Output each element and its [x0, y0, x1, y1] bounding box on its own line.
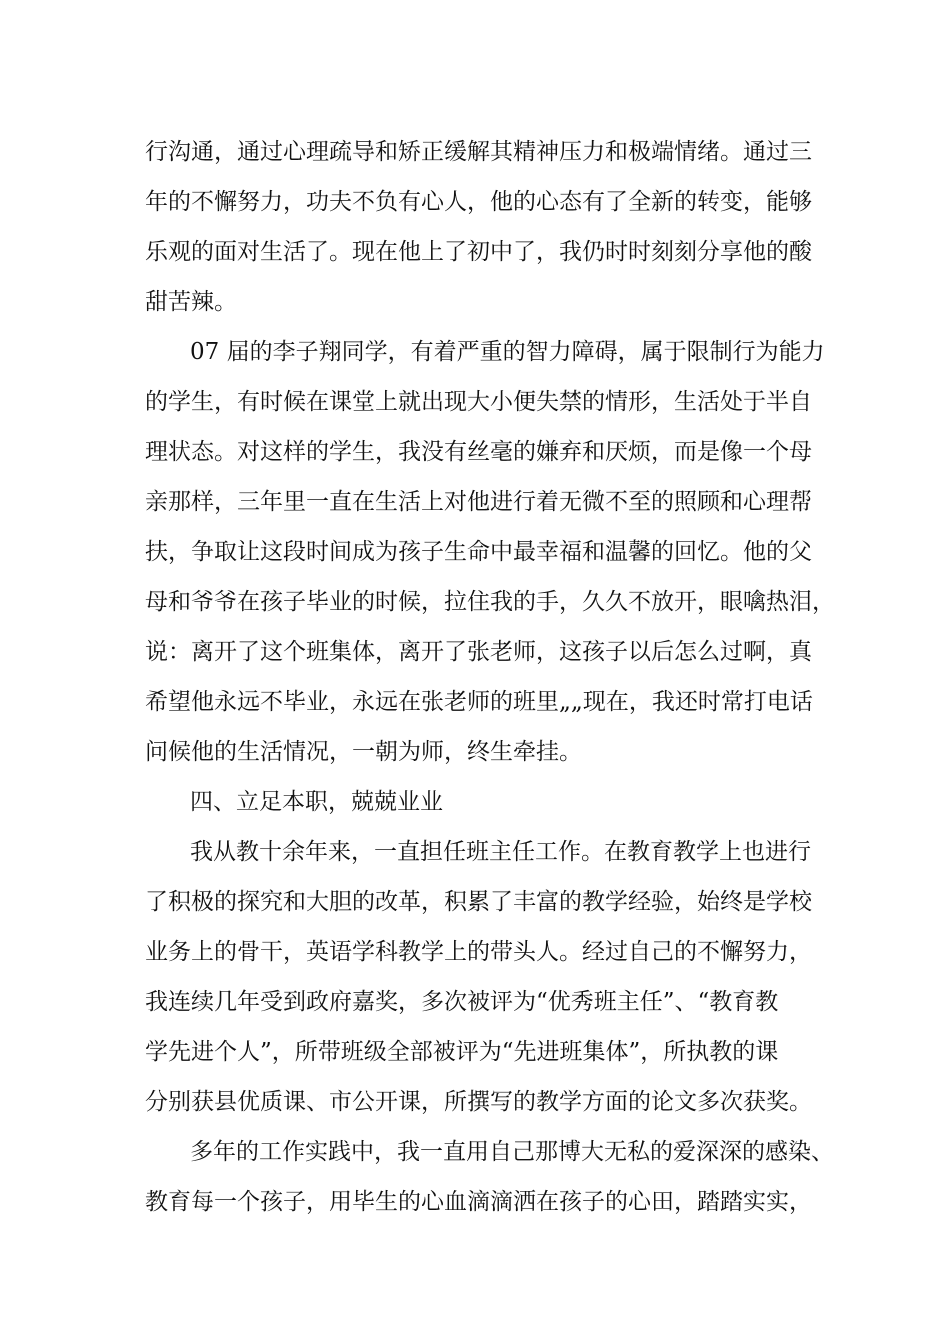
text-line: 说：离开了这个班集体，离开了张老师，这孩子以后怎么过啊，真	[145, 639, 812, 665]
text-line: 理状态。对这样的学生，我没有丝毫的嫌弃和厌烦，而是像一个母	[145, 439, 812, 465]
text-line: 我连续几年受到政府嘉奖，多次被评为“优秀班主任”、“教育教	[145, 989, 779, 1015]
text-line: 了积极的探究和大胆的改革，积累了丰富的教学经验，始终是学校	[145, 889, 812, 915]
section-heading: 四、立足本职，兢兢业业	[190, 789, 443, 815]
text-line: 扶，争取让这段时间成为孩子生命中最幸福和温馨的回忆。他的父	[145, 539, 812, 565]
text-line: 问候他的生活情况，一朝为师，终生牵挂。	[145, 739, 582, 765]
text-line: 年的不懈努力，功夫不负有心人，他的心态有了全新的转变，能够	[145, 189, 812, 215]
text-line: 亲那样，三年里一直在生活上对他进行着无微不至的照顾和心理帮	[145, 489, 812, 515]
text-line: 甜苦辣。	[145, 289, 237, 315]
text-line: 学先进个人”，所带班级全部被评为“先进班集体”，所执教的课	[145, 1039, 779, 1065]
text-line: 业务上的骨干，英语学科教学上的带头人。经过自己的不懈努力，	[145, 939, 812, 965]
text-line: 希望他永远不毕业，永远在张老师的班里„„现在，我还时常打电话	[145, 689, 813, 715]
text-line: 07 届的李子翔同学，有着严重的智力障碍，属于限制行为能力	[190, 339, 825, 365]
text-line: 乐观的面对生活了。现在他上了初中了，我仍时时刻刻分享他的酸	[145, 239, 812, 265]
text-line: 行沟通，通过心理疏导和矫正缓解其精神压力和极端情绪。通过三	[145, 139, 812, 165]
text-line: 教育每一个孩子，用毕生的心血滴滴洒在孩子的心田，踏踏实实，	[145, 1189, 812, 1215]
text-line: 的学生，有时候在课堂上就出现大小便失禁的情形，生活处于半自	[145, 389, 812, 415]
text-line: 多年的工作实践中，我一直用自己那博大无私的爱深深的感染、	[190, 1139, 834, 1165]
text-line: 母和爷爷在孩子毕业的时候，拉住我的手，久久不放开，眼噙热泪，	[145, 589, 835, 615]
text-line: 分别获县优质课、市公开课，所撰写的教学方面的论文多次获奖。	[145, 1089, 812, 1115]
text-line: 我从教十余年来，一直担任班主任工作。在教育教学上也进行	[190, 839, 811, 865]
